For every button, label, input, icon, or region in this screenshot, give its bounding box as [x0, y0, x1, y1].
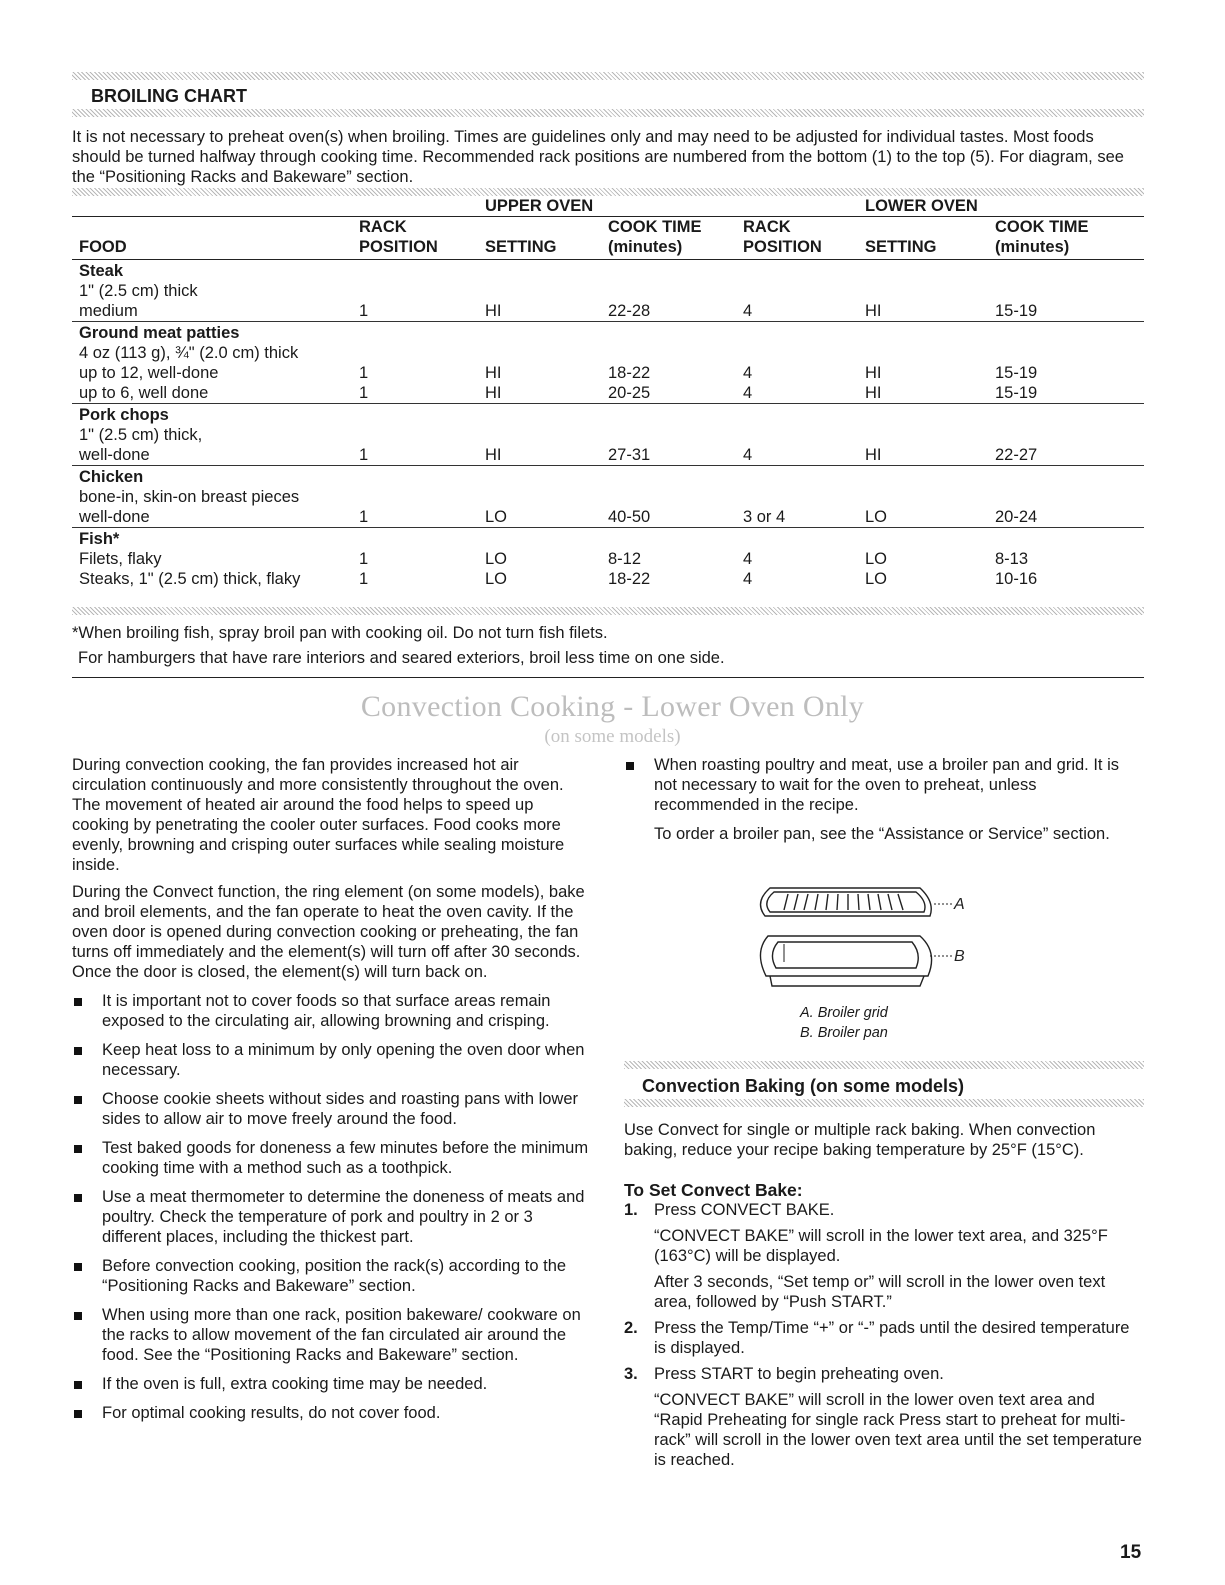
- bullet-square-icon: [74, 1312, 82, 1320]
- cell-l-time: [988, 281, 1144, 301]
- cell-l-time: 15-19: [995, 384, 1038, 402]
- cell-food: bone-in, skin-on breast pieces: [79, 488, 300, 506]
- cell-food: 4 oz (113 g), ¾" (2.0 cm) thick: [79, 344, 299, 362]
- cell-u-time: 18-22: [608, 570, 651, 588]
- order-broiler-pan-text: To order a broiler pan, see the “Assistance or Service” section.: [654, 825, 1110, 843]
- top-rule: [72, 72, 1144, 80]
- convect-bake-steps: [624, 1200, 1144, 1476]
- bullet-square-icon: [74, 1263, 82, 1271]
- left-column: [72, 755, 592, 1432]
- food-group-name: Fish*: [72, 528, 1144, 550]
- table-top-rule: [72, 188, 1144, 196]
- cell-u-rack: 1: [359, 570, 369, 588]
- cell-u-time: [601, 487, 736, 507]
- step-number: 1.: [624, 1201, 638, 1219]
- table-group-header: [72, 404, 1144, 426]
- header-setting-lower: SETTING: [858, 237, 988, 260]
- table-group-header: [72, 466, 1144, 488]
- cell-l-rack: [736, 343, 858, 363]
- step-text: Press START to begin preheating oven.: [654, 1365, 944, 1383]
- table-group-header: [72, 322, 1144, 344]
- cell-l-rack: 4: [743, 570, 753, 588]
- step-text: Press CONVECT BAKE.: [654, 1201, 835, 1219]
- caption-broiler-grid: A. Broiler grid: [800, 1005, 888, 1021]
- cell-l-set: LO: [865, 508, 888, 526]
- cell-l-rack: [736, 425, 858, 445]
- cell-l-set: [858, 487, 988, 507]
- broiler-pan-icon: [760, 936, 952, 986]
- cell-u-set: LO: [485, 550, 508, 568]
- bullet-square-icon: [74, 1410, 82, 1418]
- broiler-grid-icon: [761, 888, 952, 916]
- bullet-text: It is important not to cover foods so that surface areas remain exposed to the circulating air, allowing browning and crisping.: [102, 992, 551, 1030]
- broiling-intro: It is not necessary to preheat oven(s) when broiling. Times are guidelines only and may need to be adjusted for individual tastes. Most foods should be turned halfway through cooking time. Recommended rack positions are numbered from the bottom (1) to the top (5). For diagram, see the “Positioning Racks and Bakeware” section.: [72, 128, 1124, 186]
- step-item: [624, 1364, 1144, 1470]
- footnote-hamburgers: For hamburgers that have rare interiors and seared exteriors, broil less time on one side.: [78, 649, 725, 667]
- header-position-upper: POSITION: [352, 237, 478, 260]
- table-bottom-rule: [72, 607, 1144, 615]
- cell-l-time: [988, 487, 1144, 507]
- cell-l-time: 20-24: [995, 508, 1038, 526]
- table-row: [72, 569, 1144, 589]
- table-row: [72, 425, 1144, 445]
- cell-u-set: LO: [485, 570, 508, 588]
- label-b: B: [954, 948, 965, 965]
- list-item: [72, 1403, 592, 1423]
- cell-u-time: 40-50: [608, 508, 651, 526]
- broiling-table-body: [72, 260, 1144, 590]
- table-row: [72, 549, 1144, 569]
- step-item: [624, 1200, 1144, 1312]
- list-item: [72, 1256, 592, 1296]
- step-text: Press the Temp/Time “+” or “-” pads until the desired temperature is displayed.: [654, 1319, 1130, 1357]
- food-group-name: Pork chops: [72, 404, 1144, 426]
- food-group-name: Chicken: [72, 466, 1144, 488]
- table-group-header: [72, 260, 1144, 282]
- step-text: After 3 seconds, “Set temp or” will scroll in the lower oven text area, followed by “Push START.”: [654, 1273, 1106, 1311]
- bullet-text: Test baked goods for doneness a few minutes before the minimum cooking time with a method such as a toothpick.: [102, 1139, 589, 1177]
- cell-l-set: [858, 343, 988, 363]
- list-item: [624, 755, 1144, 815]
- header-rack-lower: RACK: [743, 218, 791, 236]
- convection-baking-intro: Use Convect for single or multiple rack baking. When convection baking, reduce your recipe baking temperature by 25°F (15°C).: [624, 1121, 1096, 1159]
- page-number: 15: [1120, 1542, 1142, 1563]
- bullet-square-icon: [626, 762, 634, 770]
- cell-l-set: LO: [865, 570, 888, 588]
- cell-u-rack: [352, 425, 478, 445]
- list-item: [72, 1187, 592, 1247]
- cell-l-time: 8-13: [995, 550, 1029, 568]
- cell-u-rack: 1: [359, 364, 369, 382]
- cell-u-set: [478, 425, 601, 445]
- cell-u-rack: 1: [359, 302, 369, 320]
- list-item: [72, 1374, 592, 1394]
- bullet-text: When using more than one rack, position bakeware/ cookware on the racks to allow movement of the fan circulated air around the food. See the “Positioning Racks and Bakeware” section.: [102, 1306, 581, 1364]
- broiler-figure: [740, 878, 980, 998]
- header-position-lower: POSITION: [736, 237, 858, 260]
- cell-u-time: 22-28: [608, 302, 651, 320]
- bullet-text: Use a meat thermometer to determine the doneness of meats and poultry. Check the temperature of pork and poultry in 2 or 3 different places, including the thickest part.: [102, 1188, 585, 1246]
- bullet-text: Before convection cooking, position the rack(s) according to the “Positioning Racks and Bakeware” section.: [102, 1257, 567, 1295]
- cell-u-rack: 1: [359, 446, 369, 464]
- cell-l-rack: 4: [743, 446, 753, 464]
- convection-title: Convection Cooking - Lower Oven Only: [360, 690, 865, 723]
- header-cook-upper: COOK TIME: [608, 218, 702, 236]
- header-setting-upper: SETTING: [478, 237, 601, 260]
- right-bullet-list: [624, 755, 1144, 815]
- cell-l-rack: [736, 281, 858, 301]
- header-minutes-lower: (minutes): [988, 237, 1144, 260]
- cell-u-time: 20-25: [608, 384, 651, 402]
- list-item: [72, 1040, 592, 1080]
- convection-baking-top-rule: [624, 1061, 1144, 1069]
- cell-l-rack: 4: [743, 364, 753, 382]
- cell-l-time: 15-19: [995, 302, 1038, 320]
- list-item: [72, 1089, 592, 1129]
- bullet-square-icon: [74, 1145, 82, 1153]
- cell-u-set: HI: [485, 302, 502, 320]
- cell-u-time: 27-31: [608, 446, 651, 464]
- broiling-chart-title: BROILING CHART: [91, 86, 247, 106]
- label-a: A: [954, 896, 965, 913]
- step-number: 2.: [624, 1319, 638, 1337]
- cell-l-rack: 4: [743, 550, 753, 568]
- cell-u-time: [601, 425, 736, 445]
- table-row: [72, 487, 1144, 507]
- cell-l-set: [858, 425, 988, 445]
- cell-food: medium: [79, 302, 138, 320]
- step-text: “CONVECT BAKE” will scroll in the lower text area, and 325°F (163°C) will be displayed.: [654, 1227, 1108, 1265]
- cell-food: Filets, flaky: [79, 550, 162, 568]
- bullet-square-icon: [74, 1096, 82, 1104]
- cell-l-rack: [736, 487, 858, 507]
- cell-l-set: LO: [865, 550, 888, 568]
- bullet-square-icon: [74, 1194, 82, 1202]
- cell-u-time: [601, 281, 736, 301]
- cell-u-set: [478, 343, 601, 363]
- table-group-header: [72, 528, 1144, 550]
- cell-u-time: 18-22: [608, 364, 651, 382]
- table-row: [72, 445, 1144, 466]
- food-group-name: Ground meat patties: [72, 322, 1144, 344]
- step-item: [624, 1318, 1144, 1358]
- header-cook-lower: COOK TIME: [995, 218, 1089, 236]
- cell-u-set: [478, 487, 601, 507]
- cell-l-set: HI: [865, 446, 882, 464]
- cell-l-rack: 4: [743, 302, 753, 320]
- set-convect-bake-heading: To Set Convect Bake:: [624, 1180, 803, 1200]
- cell-u-rack: 1: [359, 508, 369, 526]
- bullet-square-icon: [74, 1047, 82, 1055]
- food-group-name: Steak: [79, 262, 124, 280]
- convection-subtitle: (on some models): [544, 726, 681, 747]
- upper-oven-header: UPPER OVEN: [478, 196, 736, 217]
- cell-u-rack: [352, 281, 478, 301]
- bullet-text: For optimal cooking results, do not cover food.: [102, 1404, 441, 1422]
- cell-l-time: 10-16: [995, 570, 1038, 588]
- cell-u-rack: [352, 343, 478, 363]
- cell-food: 1" (2.5 cm) thick: [79, 282, 198, 300]
- section-divider: [72, 677, 1144, 678]
- cell-l-time: [988, 343, 1144, 363]
- cell-food: up to 6, well done: [79, 384, 209, 402]
- table-row: [72, 301, 1144, 322]
- cell-l-rack: 3 or 4: [743, 508, 786, 526]
- bullet-square-icon: [74, 1381, 82, 1389]
- bullet-square-icon: [74, 998, 82, 1006]
- cell-l-time: [988, 425, 1144, 445]
- cell-l-set: HI: [865, 302, 882, 320]
- header-rack-upper: RACK: [359, 218, 407, 236]
- cell-u-set: [478, 281, 601, 301]
- cell-u-rack: 1: [359, 550, 369, 568]
- caption-broiler-pan: B. Broiler pan: [800, 1025, 888, 1041]
- convection-baking-bottom-rule: [624, 1099, 1144, 1107]
- cell-u-set: HI: [485, 446, 502, 464]
- cell-u-set: HI: [485, 364, 502, 382]
- list-item: [72, 991, 592, 1031]
- cell-food: well-done: [79, 446, 150, 464]
- cell-u-time: 8-12: [608, 550, 642, 568]
- cell-u-rack: 1: [359, 384, 369, 402]
- footnote-fish: *When broiling fish, spray broil pan with cooking oil. Do not turn fish filets.: [72, 624, 608, 642]
- cell-l-rack: 4: [743, 384, 753, 402]
- table-row: [72, 383, 1144, 404]
- convection-para-2: During the Convect function, the ring element (on some models), bake and broil elements, and the fan operate to heat the oven cavity. If the oven door is opened during convection cooking or preheating, the fan turns off immediately and the element(s) will turn off after 30 seconds. Once the door is closed, the element(s) will turn back on.: [72, 883, 585, 981]
- step-text: “CONVECT BAKE” will scroll in the lower oven text area and “Rapid Preheating for single rack Press start to preheat for multi-rack” will scroll in the lower oven text area until the set temperature is reached.: [654, 1391, 1142, 1469]
- cell-l-set: [858, 281, 988, 301]
- broiling-table: [72, 196, 1144, 589]
- cell-u-set: LO: [485, 508, 508, 526]
- title-rule: [72, 109, 1144, 117]
- convection-para-1: During convection cooking, the fan provides increased hot air circulation continuously and more consistently throughout the oven. The movement of heated air around the food helps to speed up cooking by penetrating the cooler outer surfaces. Food cooks more evenly, browning and crisping outer surfaces while sealing moisture inside.: [72, 756, 565, 874]
- roasting-bullet-text: When roasting poultry and meat, use a broiler pan and grid. It is not necessary to wait for the oven to preheat, unless recommended in the recipe.: [654, 756, 1120, 814]
- table-row: [72, 343, 1144, 363]
- cell-u-time: [601, 343, 736, 363]
- cell-l-set: HI: [865, 364, 882, 382]
- cell-l-time: 22-27: [995, 446, 1038, 464]
- cell-l-time: 15-19: [995, 364, 1038, 382]
- convection-bullet-list: [72, 991, 592, 1423]
- right-column: [624, 755, 1144, 844]
- bullet-text: If the oven is full, extra cooking time may be needed.: [102, 1375, 488, 1393]
- cell-food: well-done: [79, 508, 150, 526]
- header-minutes-upper: (minutes): [601, 237, 736, 260]
- table-row: [72, 281, 1144, 301]
- cell-food: 1" (2.5 cm) thick,: [79, 426, 203, 444]
- convection-baking-title: Convection Baking (on some models): [642, 1076, 965, 1096]
- table-row: [72, 507, 1144, 528]
- step-number: 3.: [624, 1365, 638, 1383]
- list-item: [72, 1138, 592, 1178]
- cell-u-set: HI: [485, 384, 502, 402]
- table-row: [72, 363, 1144, 383]
- cell-food: Steaks, 1" (2.5 cm) thick, flaky: [79, 570, 301, 588]
- header-food: FOOD: [72, 237, 352, 260]
- cell-l-set: HI: [865, 384, 882, 402]
- cell-u-rack: [352, 487, 478, 507]
- bullet-text: Keep heat loss to a minimum by only opening the oven door when necessary.: [102, 1041, 585, 1079]
- bullet-text: Choose cookie sheets without sides and roasting pans with lower sides to allow air to move freely around the food.: [102, 1090, 579, 1128]
- list-item: [72, 1305, 592, 1365]
- cell-food: up to 12, well-done: [79, 364, 219, 382]
- lower-oven-header: LOWER OVEN: [858, 196, 1144, 217]
